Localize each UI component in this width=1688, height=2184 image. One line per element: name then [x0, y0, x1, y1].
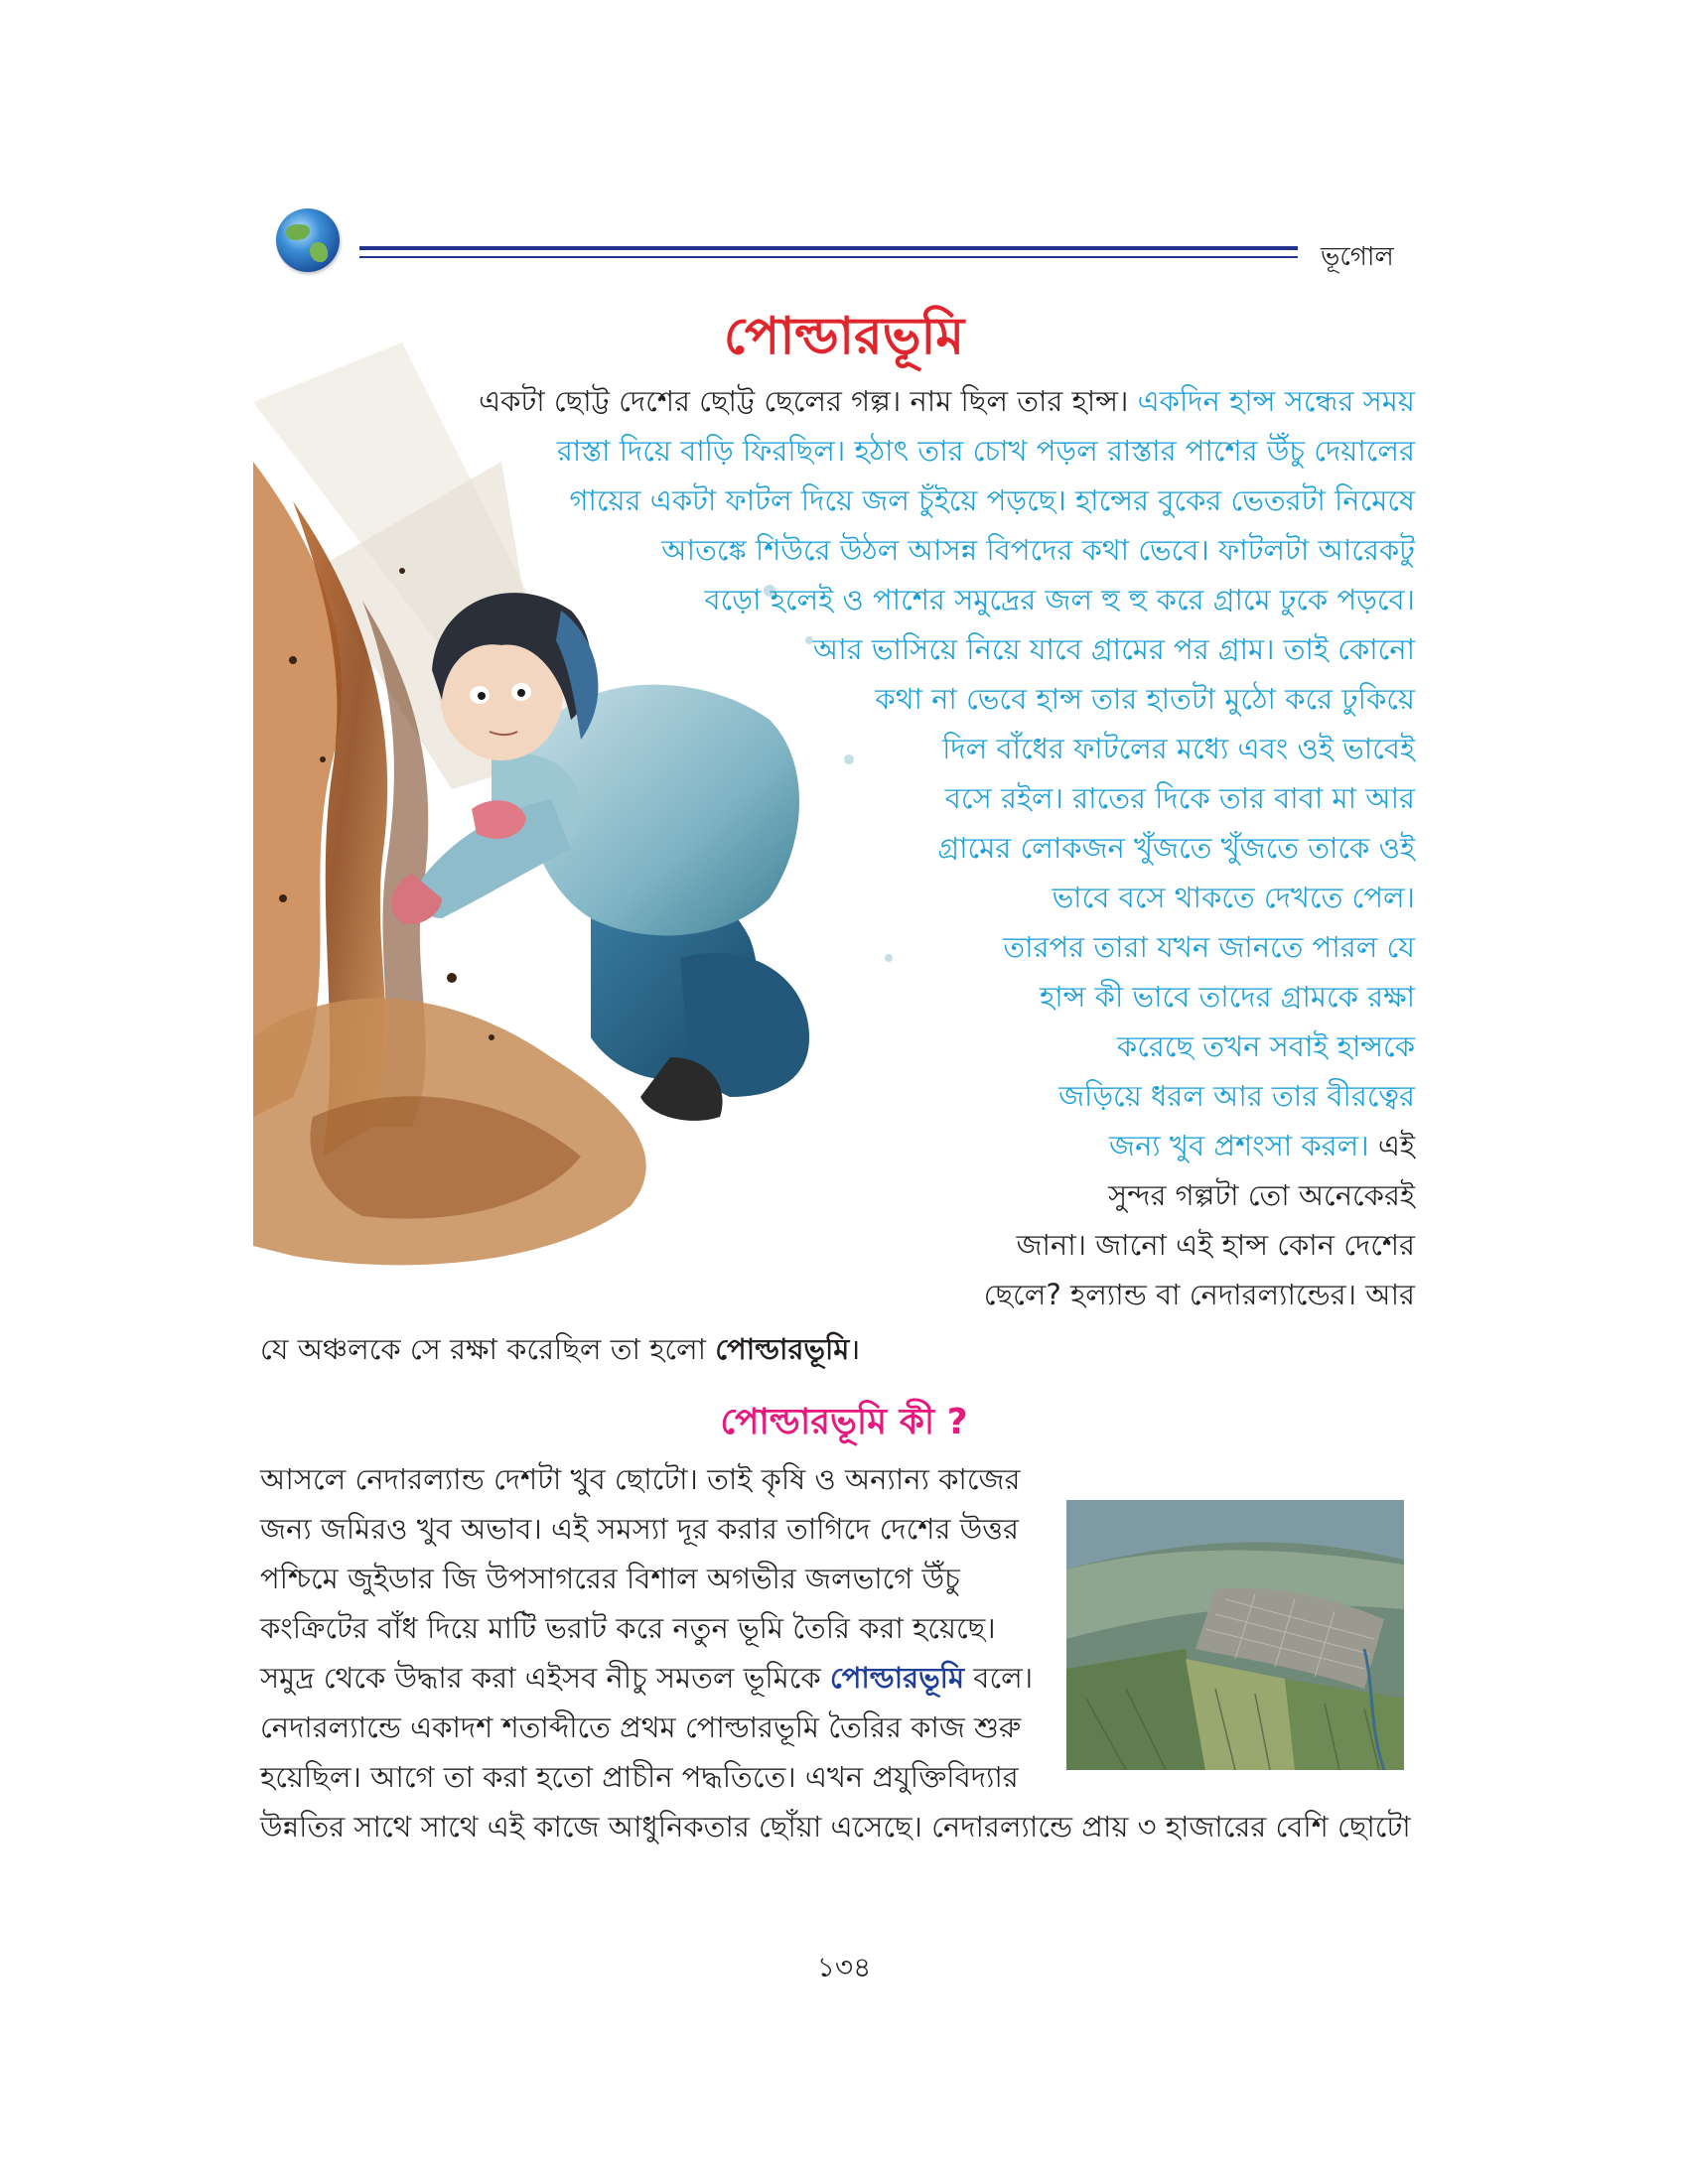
story-line-11: ভাবে বসে থাকতে দেখতে পেল।	[1052, 881, 1415, 914]
story-line-4: আতঙ্কে শিউরে উঠল আসন্ন বিপদের কথা ভেবে। ফাটলটা আরেকটু	[661, 533, 1415, 567]
story-line-15: জড়িয়ে ধরল আর তার বীরত্বের	[1058, 1079, 1415, 1113]
story-line-6: আর ভাসিয়ে নিয়ে যাবে গ্রামের পর গ্রাম। তাই কোনো	[812, 632, 1415, 666]
story-last-line: যে অঞ্চলকে সে রক্ষা করেছিল তা হলো পোল্ডারভূমি।	[260, 1332, 861, 1366]
story-line-3: গায়ের একটা ফাটল দিয়ে জল চুঁইয়ে পড়ছে। হান্সের বুকের ভেতরটা নিমেষে	[569, 483, 1415, 517]
para-line-2: জন্য জমিরও খুব অভাব। এই সমস্যা দূর করার তাগিদে দেশের উত্তর	[260, 1512, 1019, 1546]
para-line-3: পশ্চিমে জুইডার জি উপসাগরের বিশাল অগভীর জলভাগে উঁচু	[260, 1562, 960, 1595]
story-line-1: একটা ছোট্ট দেশের ছোট্ট ছেলের গল্প। নাম ছিল তার হান্স। একদিন হান্স সন্ধের সময়	[479, 384, 1415, 418]
header-rule-thin	[359, 256, 1298, 258]
story-line-2: রাস্তা দিয়ে বাড়ি ফিরছিল। হঠাৎ তার চোখ পড়ল রাস্তার পাশের উঁচু দেয়ালের	[556, 434, 1415, 468]
para-line-5: সমুদ্র থেকে উদ্ধার করা এইসব নীচু সমতল ভূমিকে পোল্ডারভূমি বলে।	[260, 1661, 1034, 1695]
page-number: ১৩৪	[816, 1951, 872, 1983]
term-polder: পোল্ডারভূমি	[715, 1332, 850, 1366]
story-line-8: দিল বাঁধের ফাটলের মধ্যে এবং ওই ভাবেই	[942, 732, 1415, 765]
subject-label: ভূগোল	[1321, 242, 1394, 272]
para-line-8: উন্নতির সাথে সাথে এই কাজে আধুনিকতার ছোঁয়া এসেছে। নেদারল্যান্ডে প্রায় ৩ হাজারের বেশি ছোটো	[260, 1810, 1411, 1843]
page-title: পোল্ডারভূমি	[723, 307, 965, 366]
story-line-12: তারপর তারা যখন জানতে পারল যে	[1003, 930, 1415, 964]
story-line-18: জানা। জানো এই হান্স কোন দেশের	[1016, 1228, 1415, 1262]
story-line-17: সুন্দর গল্পটা তো অনেকেরই	[1108, 1178, 1415, 1212]
section-heading: পোল্ডারভূমি কী ?	[720, 1402, 968, 1442]
story-line-5: বড়ো হলেই ও পাশের সমুদ্রের জল হু হু করে গ্রামে ঢুকে পড়বে।	[704, 583, 1415, 616]
story-line-9: বসে রইল। রাতের দিকে তার বাবা মা আর	[944, 781, 1415, 815]
para-line-1: আসলে নেদারল্যান্ড দেশটা খুব ছোটো। তাই কৃষি ও অন্যান্য কাজের	[260, 1462, 1021, 1496]
para-line-4: কংক্রিটের বাঁধ দিয়ে মাটি ভরাট করে নতুন ভূমি তৈরি করা হয়েছে।	[260, 1611, 996, 1645]
story-line-10: গ্রামের লোকজন খুঁজতে খুঁজতে তাকে ওই	[937, 831, 1415, 865]
story-line-7: কথা না ভেবে হান্স তার হাতটা মুঠো করে ঢুকিয়ে	[875, 682, 1415, 716]
story-line-16: জন্য খুব প্রশংসা করল। এই	[1109, 1129, 1415, 1162]
term-polder-defined: পোল্ডারভূমি	[829, 1661, 965, 1695]
globe-icon	[276, 208, 340, 272]
para-line-6: নেদারল্যান্ডে একাদশ শতাব্দীতে প্রথম পোল্ডারভূমি তৈরির কাজ শুরু	[260, 1710, 1022, 1744]
story-line-13: হান্স কী ভাবে তাদের গ্রামকে রক্ষা	[1040, 980, 1415, 1014]
story-line-14: করেছে তখন সবাই হান্সকে	[1116, 1029, 1415, 1063]
story-line-19: ছেলে? হল্যান্ড বা নেদারল্যান্ডের। আর	[983, 1278, 1415, 1311]
para-line-7: হয়েছিল। আগে তা করা হতো প্রাচীন পদ্ধতিতে। এখন প্রযুক্তিবিদ্যার	[260, 1760, 1019, 1794]
header-rule	[359, 246, 1298, 250]
polder-aerial-photo	[1066, 1500, 1404, 1770]
